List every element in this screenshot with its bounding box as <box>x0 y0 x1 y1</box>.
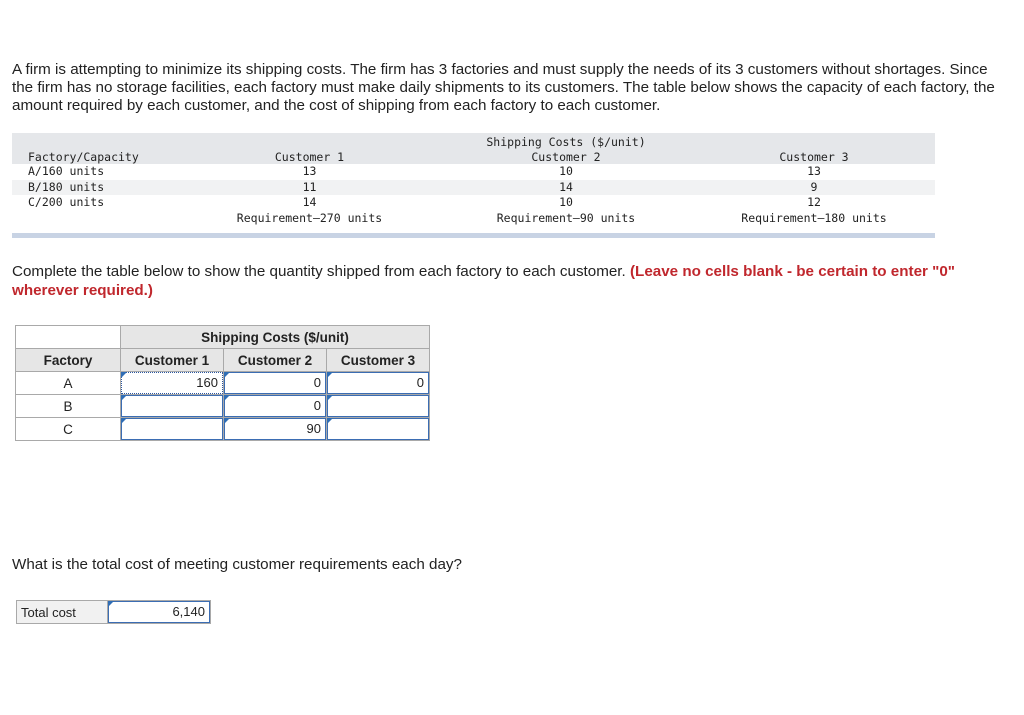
input-c-customer-1[interactable] <box>121 418 223 440</box>
requirement-customer-3: Requirement—180 units <box>741 210 887 225</box>
input-c-customer-2[interactable]: 90 <box>224 418 326 440</box>
given-requirements-row <box>12 211 935 227</box>
table-divider <box>12 233 935 238</box>
cost-cell: 10 <box>559 195 573 209</box>
customer-2-header: Customer 2 <box>224 349 327 372</box>
total-cost-label: Total cost <box>17 601 108 624</box>
given-row-b <box>12 180 935 196</box>
input-b-customer-3[interactable] <box>327 395 429 417</box>
cost-cell: 14 <box>559 179 573 194</box>
factory-c-label: C <box>16 418 121 441</box>
answer-table-title: Shipping Costs ($/unit) <box>121 326 430 349</box>
instruction-emphasis: (Leave no cells blank - be certain to enter "0" wherever required.) <box>12 263 955 299</box>
given-data-table <box>12 133 935 238</box>
requirement-customer-1: Requirement—270 units <box>236 210 383 225</box>
input-b-customer-1[interactable] <box>121 395 223 417</box>
factory-label: B/180 units <box>28 179 105 194</box>
given-customer-2-header: Customer 2 <box>531 150 601 164</box>
factory-header: Factory <box>16 349 121 372</box>
customer-3-header: Customer 3 <box>327 349 430 372</box>
input-a-customer-1[interactable]: 160 <box>121 372 223 394</box>
input-c-customer-3[interactable] <box>327 418 429 440</box>
factory-label: C/200 units <box>28 195 105 209</box>
cost-cell: 11 <box>302 179 317 194</box>
given-row-c <box>12 195 935 211</box>
cost-cell: 13 <box>302 164 317 178</box>
cost-cell: 13 <box>807 164 821 178</box>
given-customer-1-header: Customer 1 <box>274 150 345 164</box>
factory-b-label: B <box>16 395 121 418</box>
given-customer-3-header: Customer 3 <box>779 150 849 164</box>
customer-1-header: Customer 1 <box>121 349 224 372</box>
answer-row-b <box>16 395 430 418</box>
factory-a-label: A <box>16 372 121 395</box>
cost-cell: 10 <box>559 164 573 178</box>
cost-cell: 12 <box>807 195 821 209</box>
input-b-customer-2[interactable]: 0 <box>224 395 326 417</box>
total-cost-table <box>16 600 211 624</box>
requirement-customer-2: Requirement—90 units <box>496 210 636 225</box>
answer-row-c <box>16 418 430 441</box>
input-a-customer-2[interactable]: 0 <box>224 372 326 394</box>
problem-intro: A firm is attempting to minimize its shipping costs. The firm has 3 factories and must supply the needs of its 3 customers without shortages. Since the firm has no storage facilities, each factory must make daily shipments to its customers. The table below shows the capacity of each factory, the amount required by each customer, and the cost of shipping from each factory to each customer. <box>12 61 995 114</box>
cost-cell: 14 <box>302 195 317 209</box>
factory-label: A/160 units <box>28 164 105 178</box>
cost-cell: 9 <box>810 179 818 194</box>
total-cost-input[interactable]: 6,140 <box>108 601 210 623</box>
answer-table <box>15 325 430 441</box>
input-a-customer-3[interactable]: 0 <box>327 372 429 394</box>
factory-capacity-header: Factory/Capacity <box>28 150 139 164</box>
answer-row-a <box>16 372 430 395</box>
given-row-a <box>12 164 935 180</box>
instruction-text: Complete the table below to show the quantity shipped from each factory to each customer. <box>12 263 630 280</box>
instructions <box>12 262 1012 300</box>
total-cost-question: What is the total cost of meeting customer requirements each day? <box>12 556 462 573</box>
given-table-header <box>12 133 935 164</box>
given-table-title: Shipping Costs ($/unit) <box>486 135 646 149</box>
empty-header-cell <box>16 326 121 349</box>
